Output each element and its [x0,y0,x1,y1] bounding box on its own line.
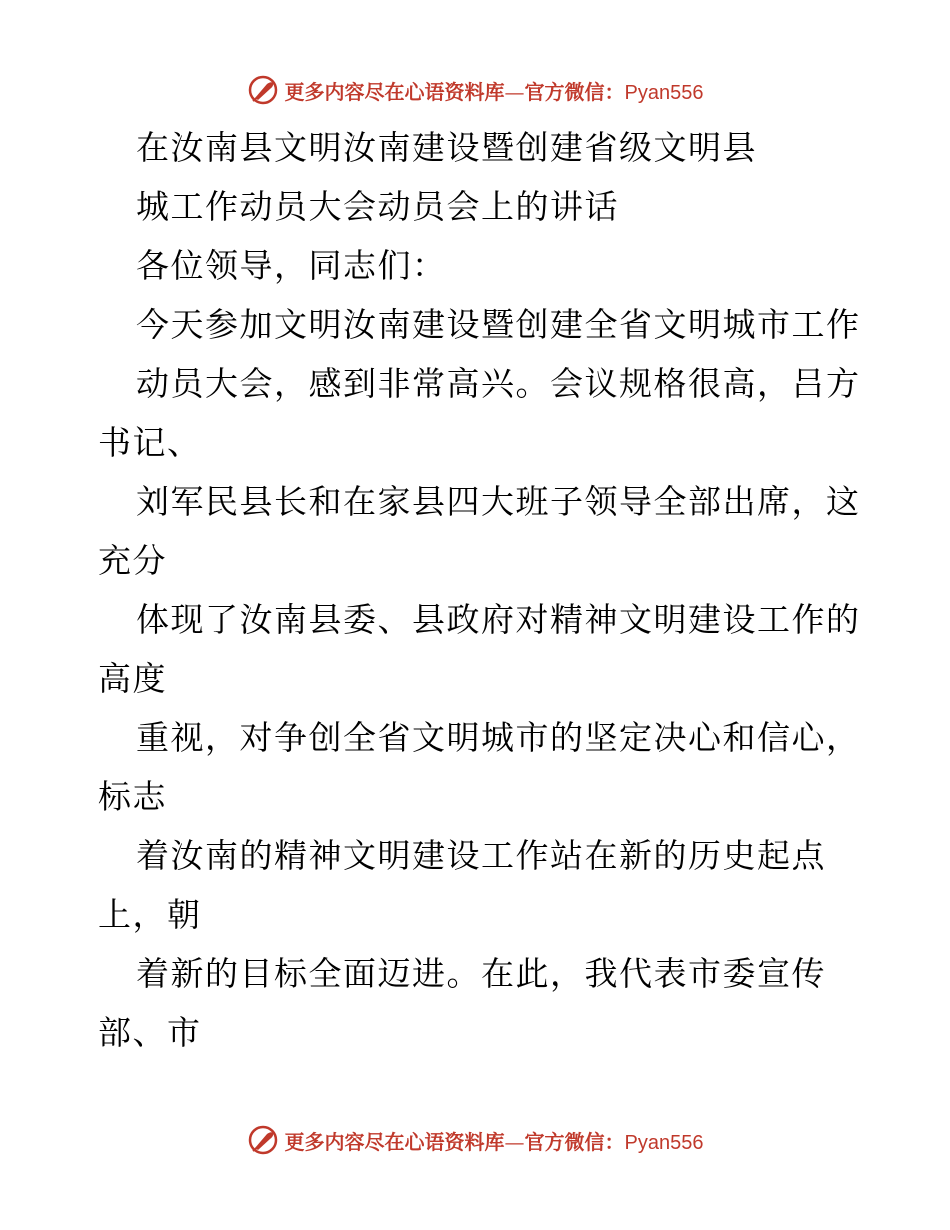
text-line: 书记、 [98,423,202,462]
footer-watermark [0,1120,950,1160]
text-line: 着汝南的精神文明建设工作站在新的历史起点 [136,836,826,875]
watermark-text [285,1126,704,1155]
watermark-separator: — [504,79,525,104]
text-line: 标志 [98,777,167,816]
text-line: 在汝南县文明汝南建设暨创建省级文明县 [136,128,757,167]
text-line: 充分 [98,541,167,580]
quill-emblem-icon [247,74,279,106]
text-line: 各位领导，同志们： [136,246,447,285]
text-line: 今天参加文明汝南建设暨创建全省文明城市工作 [136,305,861,344]
text-line: 城工作动员大会动员会上的讲话 [136,187,619,226]
watermark-brand: 更多内容尽在心语资料库 [284,1129,505,1154]
quill-emblem-icon [247,1124,279,1156]
text-line: 刘军民县长和在家县四大班子领导全部出席，这 [136,482,861,521]
watermark-separator: — [504,1129,525,1154]
text-line: 部、市 [98,1013,202,1052]
watermark-brand: 更多内容尽在心语资料库 [284,79,505,104]
watermark-wechat-label: 官方微信： [524,1129,625,1154]
header-watermark [0,70,950,110]
watermark-wechat-id: Pyan556 [624,1131,704,1154]
document-body [98,118,861,1062]
text-line: 着新的目标全面迈进。在此，我代表市委宣传 [136,954,826,993]
watermark-wechat-id: Pyan556 [624,81,704,104]
text-line: 体现了汝南县委、县政府对精神文明建设工作的 [136,600,861,639]
watermark-text [285,76,704,105]
text-line: 动员大会，感到非常高兴。会议规格很高，吕方 [136,364,861,403]
text-line: 重视，对争创全省文明城市的坚定决心和信心， [136,718,861,757]
watermark-wechat-label: 官方微信： [524,79,625,104]
text-line: 高度 [98,659,167,698]
text-line: 上，朝 [98,895,202,934]
